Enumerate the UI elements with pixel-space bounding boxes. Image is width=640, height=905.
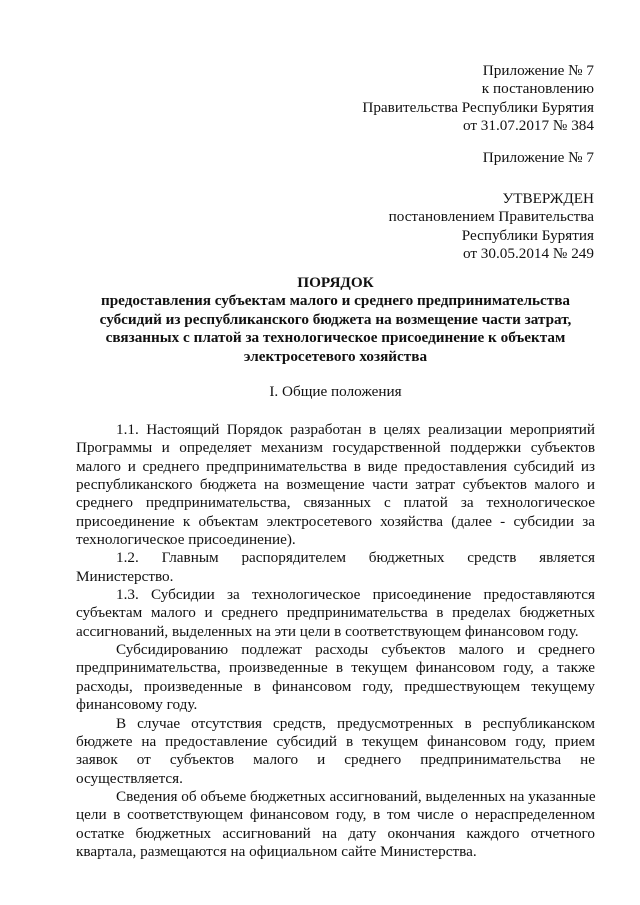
text-line: субъектам малого и среднего предпринимательства в пределах бюджетных [76, 604, 595, 622]
header-line: Приложение № 7 [482, 149, 594, 166]
text-line: Программы и определяет механизм государственной поддержки субъектов [76, 439, 595, 457]
title-line: предоставления субъектам малого и среднего предпринимательства [100, 292, 571, 310]
header-line: Правительства Республики Бурятия [362, 98, 594, 116]
text-line: 1.2. Главным распорядителем бюджетных средств является [116, 549, 595, 567]
paragraph [76, 788, 595, 861]
approval-header [389, 190, 594, 264]
text-line: присоединение к объектам электросетевого хозяйства (далее - субсидии за [76, 512, 595, 530]
text-line: ассигнований, выделенных на эти цели в соответствующем финансовом году. [76, 622, 579, 640]
header-line: к постановлению [481, 80, 594, 98]
text-line: финансовому году. [76, 696, 198, 714]
text-line: предпринимательства, произведенные в текущем финансовом году, а также [76, 659, 595, 677]
appendix-label [483, 149, 594, 167]
text-line: Субсидированию подлежат расходы субъектов малого и среднего [116, 641, 595, 659]
header-line: постановлением Правительства [388, 208, 594, 226]
text-line: остатке бюджетных ассигнований на дату окончания каждого отчетного [76, 824, 595, 842]
text-line: осуществляется. [76, 769, 183, 787]
text-line: 1.1. Настоящий Порядок разработан в целях реализации мероприятий [116, 421, 595, 438]
paragraph [76, 641, 595, 714]
paragraph [76, 549, 595, 586]
text-line: технологическое присоединение). [76, 531, 296, 549]
text-line: 1.3. Субсидии за технологическое присоединение предоставляются [116, 586, 595, 604]
text-line: цели в соответствующем финансовом году, в том числе о нераспределенном [76, 806, 595, 824]
paragraph [76, 586, 595, 641]
paragraph [76, 421, 595, 549]
title-line: субсидий из республиканского бюджета на возмещение части затрат, [99, 310, 572, 328]
text-line: малого и среднего предпринимательства в виде предоставления субсидий из [76, 457, 595, 475]
text-line: В случае отсутствия средств, предусмотренных в республиканском [116, 714, 595, 732]
text-line: бюджете на предоставление субсидий в текущем финансовом году, прием [76, 732, 595, 750]
text-line: заявок от субъектов малого и среднего предпринимательства не [76, 751, 595, 769]
header-line: Республики Бурятия [461, 226, 594, 244]
header-line: Приложение № 7 [482, 62, 594, 79]
title-line: электросетевого хозяйства [243, 347, 428, 365]
header-line: от 30.05.2014 № 249 [462, 245, 594, 263]
text-line: расходы, произведенные в финансовом году, предшествующем текущему [76, 677, 595, 695]
text-line: республиканского бюджета на возмещение части затрат субъектов малого и [76, 476, 595, 494]
document-body [76, 421, 595, 861]
header-line: УТВЕРЖДЕН [502, 190, 594, 207]
text-line: Министерство. [76, 567, 174, 585]
text-line: Сведения об объеме бюджетных ассигнований, выделенных на указанные [116, 787, 596, 805]
section-title: I. Общие положения [269, 383, 402, 400]
header-line: от 31.07.2017 № 384 [462, 117, 594, 135]
title-line: связанных с платой за технологическое присоединение к объектам [105, 329, 566, 347]
text-line: среднего предпринимательства, связанных с платой за технологическое [76, 494, 595, 512]
text-line: квартала, размещаются на официальном сайте Министерства. [76, 842, 477, 860]
appendix-header [362, 62, 594, 136]
document-title [76, 274, 595, 366]
paragraph [76, 715, 595, 788]
title-heading: ПОРЯДОК [297, 274, 374, 291]
